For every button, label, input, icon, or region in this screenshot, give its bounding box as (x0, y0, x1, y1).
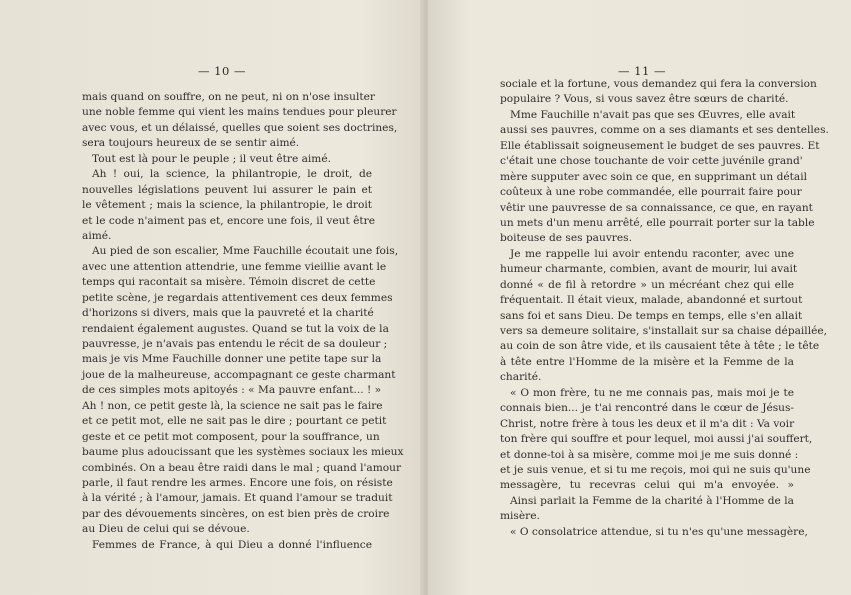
text-line: Ah ! non, ce petit geste là, la science ne sait pas le faire (82, 399, 383, 412)
text-line: joue de la malheureuse, accompagnant ce geste charmant (82, 368, 396, 381)
text-line: Tout est là pour le peuple ; il veut être aimé. (92, 152, 331, 165)
text-line: boiteuse de ses pauvres. (500, 232, 632, 245)
text-line: Femmes de France, à qui Dieu a donné l'influence (92, 538, 372, 551)
text-line: par des dévouements sincères, on est bien près de croire (82, 507, 390, 520)
text-line: et je suis venue, et si tu me reçois, moi qui ne suis qu'une (500, 463, 811, 476)
text-line: fréquentait. Il était vieux, malade, abandonné et surtout (500, 294, 803, 307)
text-line: une noble femme qui vient les mains tendues pour pleurer (82, 106, 397, 119)
text-line: le vêtement ; mais la science, la philantropie, le droit (82, 199, 372, 212)
text-line: Christ, notre frère à tous les deux et il m'a dit : Va voir (500, 417, 795, 430)
text-line: et le code n'aiment pas et, encore une fois, il veut être (82, 214, 375, 227)
text-line: combinés. On a beau être raidi dans le mal ; quand l'amour (82, 461, 402, 474)
text-line: ton frère qui souffre et pour lequel, moi aussi j'ai souffert, (500, 433, 813, 446)
text-line: vers sa demeure solitaire, s'installait sur sa chaise dépaillée, (500, 325, 827, 337)
text-line: au coin de son âtre vide, et ils causaient tête à tête ; le tête (500, 340, 820, 353)
text-line: coûteux à une robe commandée, elle pourrait faire pour (500, 186, 802, 199)
text-line: sera toujours heureux de se sentir aimé. (82, 137, 300, 150)
text-line: avec vous, et un délaissé, quelles que soient ses doctrines, (82, 121, 398, 134)
text-line: parle, il faut rendre les armes. Encore une fois, on résiste (82, 476, 393, 489)
text-line: temps qui racontait sa misère. Témoin discret de cette (82, 276, 376, 289)
text-line: humeur charmante, combien, avant de mourir, lui avait (500, 263, 798, 276)
text-line: donné « de fil à retordre » un mécréant chez qui elle (500, 278, 794, 291)
text-line: misère. (500, 510, 540, 523)
text-line: mais quand on souffre, on ne peut, ni on n'ose insulter (82, 91, 375, 103)
text-line: « O mon frère, tu ne me connais pas, mais moi je te (510, 386, 794, 399)
text-line: et donne-toi à sa misère, comme moi je me suis donné : (500, 448, 799, 461)
text-line: Mme Fauchille n'avait pas que ses Œuvres, elle avait (510, 108, 796, 121)
text-line: mère supputer avec soin ce que, en supprimant un détail (500, 170, 808, 183)
text-line: avec une attention attendrie, une femme vieillie avant le (82, 260, 387, 273)
text-line: vêtir une pauvresse de sa connaissance, ce que, en rayant (500, 201, 813, 214)
text-line: Ah ! oui, la science, la philantropie, le droit, de (92, 168, 372, 181)
text-line: petite scène, je regardais attentivement ces deux femmes (82, 291, 393, 304)
text-line: pauvresse, je n'avais pas entendu le récit de sa douleur ; (82, 338, 388, 350)
text-line: Je me rappelle lui avoir entendu raconter, avec une (510, 247, 794, 260)
page-number: — 11 — (618, 64, 666, 78)
text-line: populaire ? Vous, si vous savez être sœurs de charité. (500, 93, 789, 106)
body-text (500, 77, 829, 540)
text-line: aussi ses pauvres, comme on a ses diamants et ses dentelles. (500, 124, 829, 137)
text-line: Au pied de son escalier, Mme Fauchille écoutait une fois, (92, 245, 399, 258)
text-line: mais je vis Mme Fauchille donner une petite tape sur la (82, 353, 382, 366)
text-line: Elle établissait soigneusement le budget de ses pauvres. Et (500, 139, 820, 152)
text-line: « O consolatrice attendue, si tu n'es qu'une messagère, (510, 525, 808, 538)
text-line: sociale et la fortune, vous demandez qui fera la conversion (500, 78, 817, 90)
text-line: rendaient également augustes. Quand se tut la voix de la (82, 322, 389, 335)
body-text (82, 90, 404, 553)
text-line: et ce petit mot, elle ne sait pas le dire ; pourtant ce petit (82, 415, 387, 428)
text-line: connais bien... je t'ai rencontré dans le cœur de Jésus- (500, 402, 794, 415)
text-line: aimé. (82, 229, 112, 242)
left-page (0, 0, 424, 595)
text-line: Ainsi parlait la Femme de la charité à l'Homme de la (510, 494, 794, 507)
text-line: à la vérité ; à l'amour, jamais. Et quand l'amour se traduit (82, 492, 393, 505)
text-line: charité. (500, 371, 542, 384)
text-line: sans foi et sans Dieu. De temps en temps, elle s'en allait (500, 309, 803, 322)
text-line: un mets d'un menu arrêté, elle pourrait porter sur la table (500, 216, 815, 229)
page-number: — 10 — (198, 64, 246, 78)
text-line: de ces simples mots apitoyés : « Ma pauvre enfant... ! » (82, 384, 382, 397)
text-line: au Dieu de celui qui se dévoue. (82, 523, 250, 536)
text-line: geste et ce petit mot composent, pour la souffrance, un (82, 430, 380, 443)
text-line: baume plus adoucissant que les systèmes sociaux les mieux (82, 446, 404, 459)
text-line: messagère, tu recevras celui qui m'a envoyée. » (500, 479, 794, 492)
text-line: c'était une chose touchante de voir cette juvénile grand' (500, 155, 803, 168)
text-line: à tête entre l'Homme de la misère et la Femme de la (500, 355, 794, 368)
text-line: nouvelles législations peuvent lui assurer le pain et (82, 183, 372, 196)
right-page (428, 0, 851, 595)
text-line: d'horizons si divers, mais que la pauvreté et la charité (82, 307, 374, 320)
